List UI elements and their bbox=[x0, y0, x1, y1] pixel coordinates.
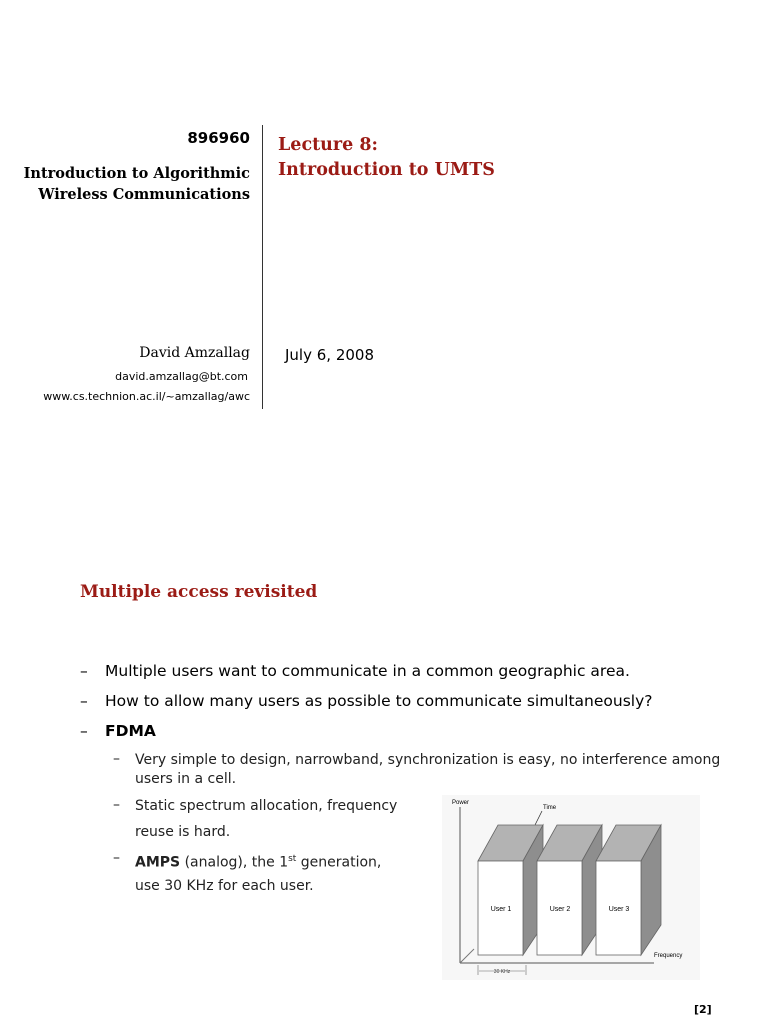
lecture-title bbox=[278, 133, 495, 183]
power-label: Power bbox=[452, 800, 470, 806]
bullet-dash: – bbox=[80, 692, 88, 710]
sub-bullet-dash: – bbox=[113, 850, 120, 866]
author-email[interactable]: david.amzallag@bt.com bbox=[115, 370, 248, 383]
page-number: [2] bbox=[694, 1003, 712, 1016]
bullet-dash: – bbox=[80, 722, 88, 740]
sub-bullet-text: reuse is hard. bbox=[135, 824, 231, 840]
bandwidth-label: 30 KHz bbox=[493, 969, 511, 975]
user1-label: User 1 bbox=[490, 906, 512, 913]
bullet-text: How to allow many users as possible to communicate simultaneously? bbox=[105, 692, 653, 710]
course-number: 896960 bbox=[187, 129, 250, 147]
course-title-line2: Wireless Communications bbox=[38, 186, 250, 203]
user2-label: User 2 bbox=[549, 906, 571, 913]
sub-bullet-text: Very simple to design, narrowband, synchronization is easy, no interference among bbox=[135, 752, 721, 768]
course-title bbox=[24, 163, 250, 205]
course-url[interactable]: www.cs.technion.ac.il/~amzallag/awc bbox=[43, 390, 250, 403]
time-label: Time bbox=[543, 805, 557, 811]
sub-bullet-text: Static spectrum allocation, frequency bbox=[135, 798, 398, 814]
ordinal-suffix: st bbox=[288, 854, 297, 864]
bullet-dash: – bbox=[80, 662, 88, 680]
user3-label: User 3 bbox=[608, 906, 630, 913]
vertical-divider bbox=[262, 125, 263, 409]
sub-bullet-dash: – bbox=[113, 751, 120, 767]
frequency-label: Frequency bbox=[654, 953, 683, 959]
sub-bullet-text-part: generation, bbox=[296, 854, 382, 871]
lecture-date: July 6, 2008 bbox=[285, 346, 374, 364]
course-title-line1: Introduction to Algorithmic bbox=[23, 165, 250, 182]
amps-term: AMPS bbox=[135, 854, 181, 871]
lecture-number: Lecture 8: bbox=[278, 135, 378, 155]
sub-bullet-text: users in a cell. bbox=[135, 771, 237, 787]
sub-bullet-text bbox=[135, 850, 381, 873]
fdma-diagram bbox=[442, 795, 700, 980]
slide-title: Multiple access revisited bbox=[80, 582, 318, 602]
sub-bullet-text: use 30 KHz for each user. bbox=[135, 878, 314, 894]
author-name: David Amzallag bbox=[139, 345, 250, 361]
sub-bullet-text-part: (analog), the 1 bbox=[180, 854, 289, 871]
bullet-text: Multiple users want to communicate in a common geographic area. bbox=[105, 662, 630, 680]
bullet-text: FDMA bbox=[105, 722, 156, 740]
lecture-topic: Introduction to UMTS bbox=[278, 160, 495, 180]
sub-bullet-dash: – bbox=[113, 797, 120, 813]
